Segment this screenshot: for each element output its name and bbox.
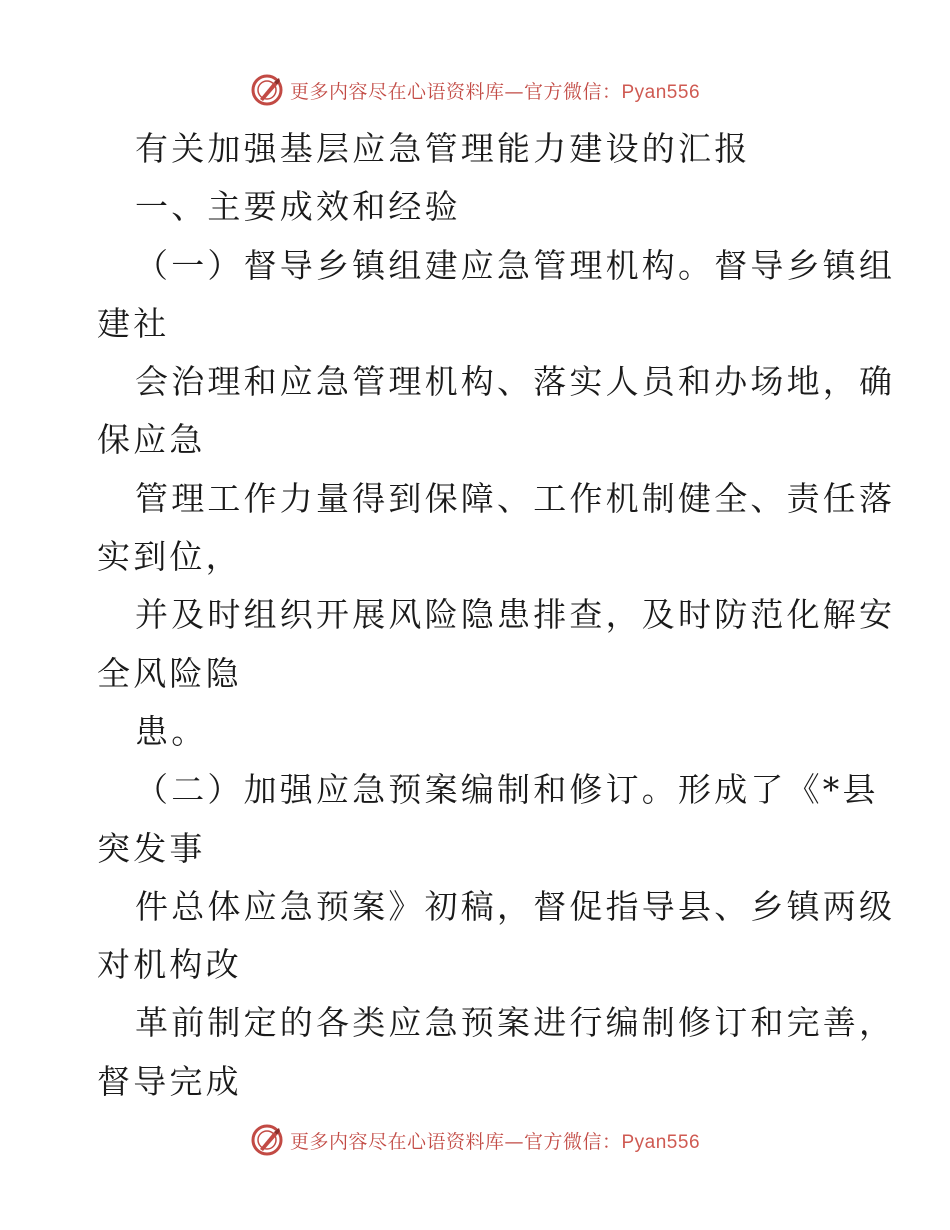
text-line: 一、主要成效和经验 xyxy=(135,187,461,227)
text-line: 实到位， xyxy=(97,537,242,577)
text-line: 建社 xyxy=(97,303,170,343)
text-line: 督导完成 xyxy=(97,1061,242,1101)
pen-nib-icon xyxy=(250,73,284,107)
watermark-text: 更多内容尽在心语资料库—官方微信：Pyan556 xyxy=(289,80,701,103)
text-line: 会治理和应急管理机构、落实人员和办场地，确 xyxy=(135,362,896,402)
watermark-footer xyxy=(0,1120,950,1160)
text-line: 有关加强基层应急管理能力建设的汇报 xyxy=(135,129,751,168)
watermark-header xyxy=(0,70,950,110)
text-line: 全风险隐 xyxy=(97,653,242,693)
watermark-text: 更多内容尽在心语资料库—官方微信：Pyan556 xyxy=(289,1130,701,1153)
text-line: 并及时组织开展风险隐患排查，及时防范化解安 xyxy=(135,595,896,635)
pen-nib-icon xyxy=(250,1123,284,1157)
text-line: 保应急 xyxy=(97,420,206,460)
text-line: 革前制定的各类应急预案进行编制修订和完善， xyxy=(135,1003,896,1043)
text-line: 对机构改 xyxy=(97,945,242,985)
text-line: 管理工作力量得到保障、工作机制健全、责任落 xyxy=(135,478,896,518)
text-line: 件总体应急预案》初稿，督促指导县、乡镇两级 xyxy=(135,886,896,926)
text-line: 患。 xyxy=(135,711,208,751)
text-line: （二）加强应急预案编制和修订。形成了《*县 xyxy=(135,770,879,810)
text-line: 突发事 xyxy=(97,828,206,868)
text-line: （一）督导乡镇组建应急管理机构。督导乡镇组 xyxy=(135,245,896,285)
document-body xyxy=(97,120,896,1111)
